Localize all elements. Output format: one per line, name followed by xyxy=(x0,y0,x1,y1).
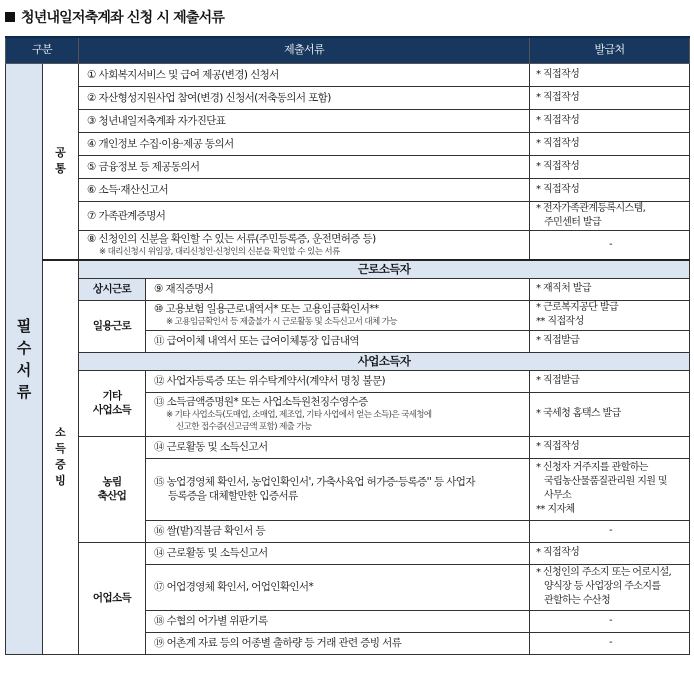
table-row xyxy=(6,63,690,86)
issuer-cell: * 직접작성 xyxy=(530,86,690,109)
farm-label: 농림 축산업 xyxy=(79,436,146,542)
issuer-cell: * 직접작성 xyxy=(530,109,690,132)
issuer-line: 사무소 xyxy=(544,490,572,501)
issuer-cell xyxy=(530,564,690,610)
doc-cell: ⑰ 어업경영체 확인서, 어업인확인서* xyxy=(146,564,530,610)
issuer-cell: - xyxy=(530,520,690,542)
issuer-line: * 근로복지공단 발급 xyxy=(536,302,619,313)
issuer-cell: - xyxy=(530,230,690,260)
issuer-cell: * 직접발급 xyxy=(530,330,690,352)
doc-cell: ④ 개인정보 수집·이용·제공 동의서 xyxy=(79,132,530,155)
issuer-cell: * 직접발급 xyxy=(530,370,690,392)
issuer-line: 관할하는 수산청 xyxy=(544,595,611,606)
doc-cell xyxy=(146,458,530,520)
doc-text: ⑮ 농업경영체 확인서, 농업인확인서', 가축사육업 허가증·등록증'' 등 사업자 xyxy=(154,476,475,488)
issuer-cell: - xyxy=(530,610,690,632)
doc-cell: ⑫ 사업자등록증 또는 위수탁계약서(계약서 명칭 불문) xyxy=(146,370,530,392)
doc-cell: ⑨ 재직증명서 xyxy=(146,278,530,300)
doc-cell: ⑲ 어촌계 자료 등의 어종별 출하량 등 거래 관련 증빙 서류 xyxy=(146,632,530,654)
table-row xyxy=(6,230,690,260)
issuer-cell: * 직접작성 xyxy=(530,63,690,86)
issuer-line: * 전자가족관계등록시스템, xyxy=(536,202,646,214)
doc-cell: ③ 청년내일저축계좌 자가진단표 xyxy=(79,109,530,132)
table-row xyxy=(6,109,690,132)
issuer-cell: * 직접작성 xyxy=(530,436,690,458)
doc-cell: ⑭ 근로활동 및 소득신고서 xyxy=(146,542,530,564)
square-bullet-icon xyxy=(5,12,15,22)
doc-cell: ⑱ 수협의 어가별 위판기록 xyxy=(146,610,530,632)
doc-cell: ⑯ 쌀(밭)직불금 확인서 등 xyxy=(146,520,530,542)
biz-section-header: 사업소득자 xyxy=(79,352,690,370)
doc-cell xyxy=(146,392,530,436)
table-row xyxy=(6,260,690,278)
table-row xyxy=(6,155,690,178)
title-text: 청년내일저축계좌 신청 시 제출서류 xyxy=(21,10,225,26)
issuer-cell xyxy=(530,458,690,520)
regular-work-label: 상시근로 xyxy=(79,278,146,300)
doc-cell: ① 사회복지서비스 및 급여 제공(변경) 신청서 xyxy=(79,63,530,86)
doc-note: 신고한 접수증(신고금액 포함) 제출 가능 xyxy=(176,422,312,432)
doc-text: 등록증을 대체할만한 입증서류 xyxy=(168,490,298,502)
issuer-line: 주민센터 발급 xyxy=(544,216,601,228)
wage-section-header: 근로소득자 xyxy=(79,260,690,278)
issuer-line: ** 지자체 xyxy=(536,504,575,515)
header-category: 구분 xyxy=(6,37,79,63)
issuer-cell: * 직접작성 xyxy=(530,542,690,564)
table-row xyxy=(6,300,690,330)
common-category-cell: 공 통 xyxy=(43,63,79,260)
table-row xyxy=(6,542,690,564)
table-row xyxy=(6,370,690,392)
doc-text: ⑧ 신청인의 신분을 확인할 수 있는 서류(주민등록증, 운전면허증 등) xyxy=(87,232,376,245)
documents-table xyxy=(5,36,690,655)
issuer-line: 국립농산물품질관리원 지원 및 xyxy=(544,476,667,487)
main-category-cell: 필 수 서 류 xyxy=(6,63,43,654)
doc-text: ⑩ 고용보험 일용근로내역서* 또는 고용임금확인서** xyxy=(154,303,379,315)
doc-cell: ② 자산형성지원사업 참여(변경) 신청서(저축동의서 포함) xyxy=(79,86,530,109)
table-header-row xyxy=(6,37,690,63)
issuer-cell: * 직접작성 xyxy=(530,132,690,155)
table-row xyxy=(6,436,690,458)
issuer-line: 양식장 등 사업장의 주소지를 xyxy=(544,581,661,592)
issuer-cell xyxy=(530,300,690,330)
table-row xyxy=(6,352,690,370)
issuer-cell: - xyxy=(530,632,690,654)
issuer-cell: * 직접작성 xyxy=(530,155,690,178)
table-row xyxy=(6,201,690,230)
issuer-cell: * 국세청 홈택스 발급 xyxy=(530,392,690,436)
doc-cell: ⑦ 가족관계증명서 xyxy=(79,201,530,230)
fishery-label: 어업소득 xyxy=(79,542,146,654)
doc-cell: ⑪ 급여이체 내역서 또는 급여이체통장 입금내역 xyxy=(146,330,530,352)
table-row xyxy=(6,132,690,155)
header-documents: 제출서류 xyxy=(79,37,530,63)
doc-note: ※ 고용임금확인서 등 제출불가 시 근로활동 및 소득신고서 대체 가능 xyxy=(166,317,397,327)
doc-note: ※ 대리신청시 위임장, 대리신청인·신청인의 신분을 확인할 수 있는 서류 xyxy=(99,246,340,257)
doc-note: ※ 기타 사업소득(도매업, 소매업, 제조업, 기타 사업에서 얻는 소득)은 국세청에 xyxy=(166,410,432,420)
other-biz-label: 기타 사업소득 xyxy=(79,370,146,436)
issuer-cell xyxy=(530,201,690,230)
issuer-cell: * 직접작성 xyxy=(530,178,690,201)
daily-work-label: 일용근로 xyxy=(79,300,146,352)
table-row xyxy=(6,86,690,109)
issuer-cell: * 재직처 발급 xyxy=(530,278,690,300)
issuer-line: * 신청자 거주지를 관할하는 xyxy=(536,462,648,473)
header-issuer: 발급처 xyxy=(530,37,690,63)
doc-cell: ⑥ 소득·재산신고서 xyxy=(79,178,530,201)
document-title xyxy=(5,6,690,28)
income-category-cell: 소 득 증 빙 xyxy=(43,260,79,654)
doc-cell xyxy=(79,230,530,260)
issuer-line: * 신청인의 주소지 또는 어로시설, xyxy=(536,567,672,578)
doc-text: ⑬ 소득금액증명원* 또는 사업소득원천징수영수증 xyxy=(154,396,368,408)
issuer-line: ** 직접작성 xyxy=(536,316,584,327)
table-row xyxy=(6,278,690,300)
table-row xyxy=(6,178,690,201)
doc-cell: ⑭ 근로활동 및 소득신고서 xyxy=(146,436,530,458)
doc-cell xyxy=(146,300,530,330)
doc-cell: ⑤ 금융정보 등 제공동의서 xyxy=(79,155,530,178)
